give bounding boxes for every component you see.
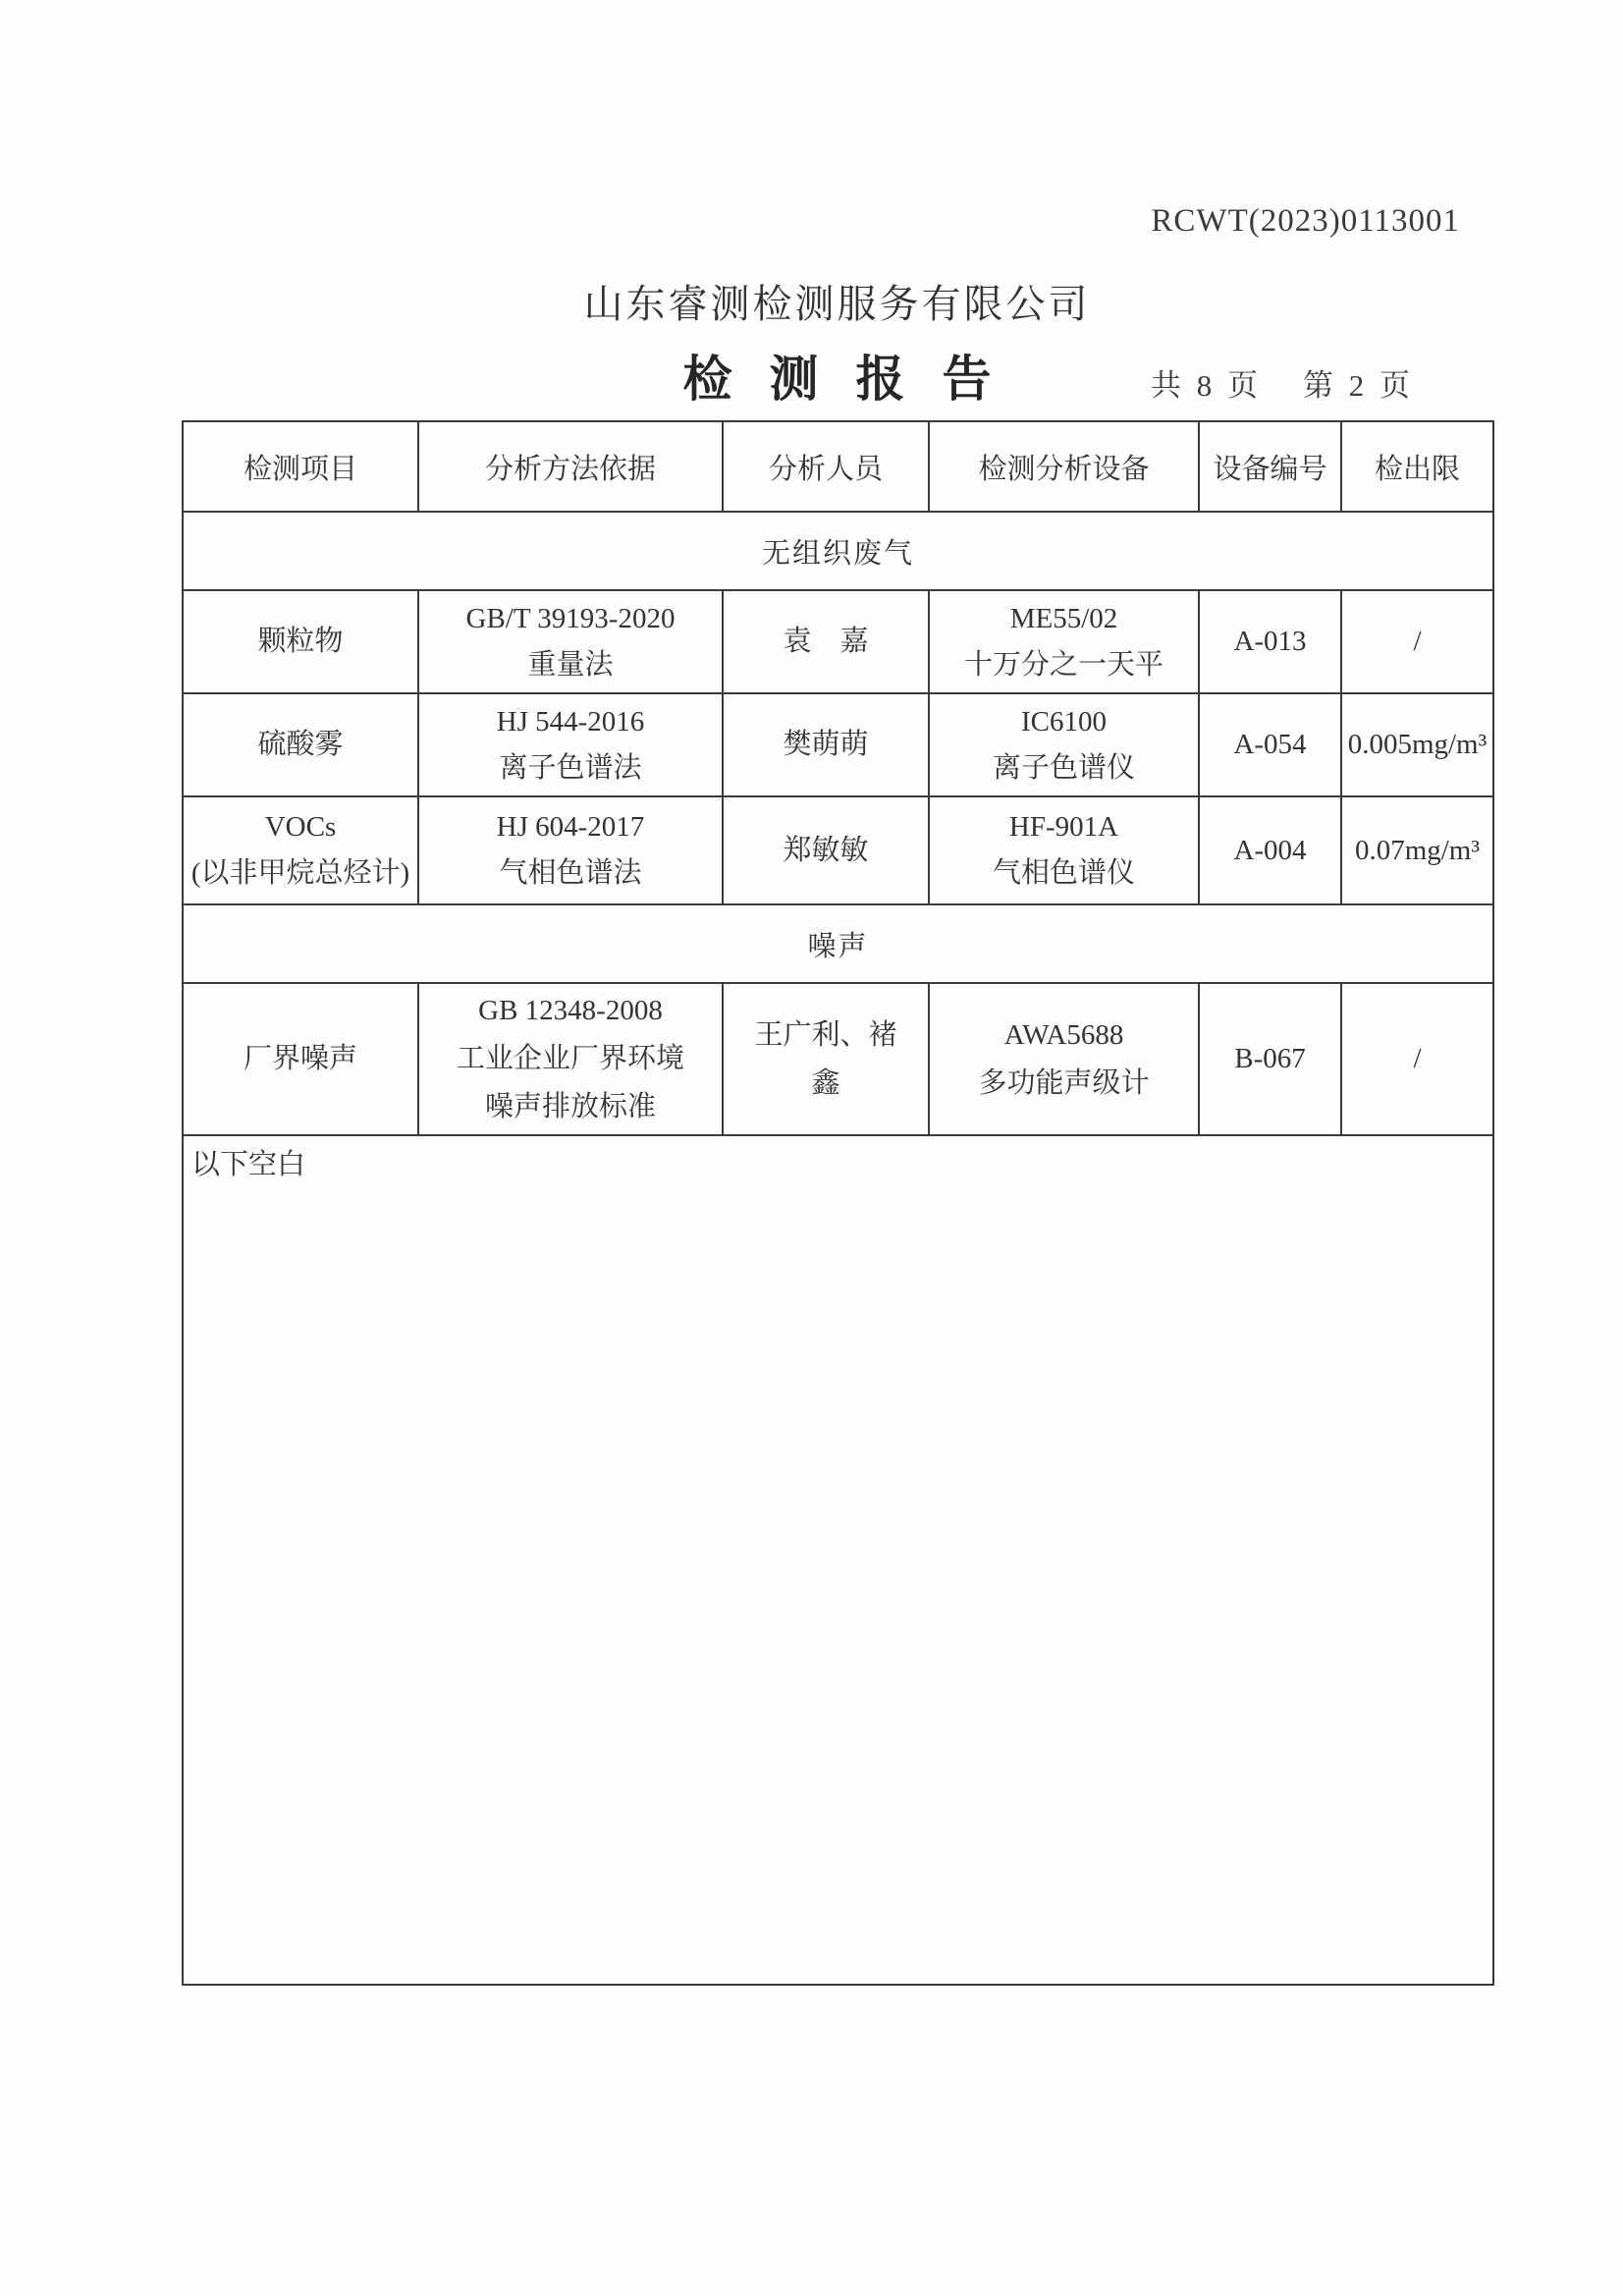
cell-method [418,693,723,796]
detection-limit-text: / [1413,1043,1422,1074]
cell-analyst [723,983,929,1135]
cell-analyst [723,693,929,796]
analyst-name: 王广利、褚 鑫 [754,1018,926,1099]
report-title: 检测报告 [682,352,1029,407]
page-current: 第 2 页 [1303,368,1414,403]
cell-device [929,983,1199,1135]
device-model: HF-901A [1008,811,1119,843]
device-name: 十万分之一天平 [963,648,1163,681]
analyst-name: 樊萌萌 [783,729,869,760]
pagination [1151,360,1414,405]
device-name: 多功能声级计 [978,1066,1150,1099]
report-number: RCWT(2023)0113001 [1151,203,1460,239]
section-label-gas: 无组织废气 [183,512,1493,590]
cell-detection-limit [1341,590,1493,693]
cell-device-no [1199,796,1341,904]
method-name2: 噪声排放标准 [484,1091,656,1122]
header-analyst: 分析人员 [723,421,929,512]
cell-analyst [723,590,929,693]
method-name: 离子色谱法 [499,751,642,784]
section-row-noise [183,904,1493,983]
section-row-gas [183,512,1493,590]
test-item-text: VOCs [264,811,337,843]
test-item-subtext: (以非甲烷总烃计) [190,857,410,889]
device-no-text: A-054 [1233,729,1307,760]
table-header-row [183,421,1493,512]
device-model: ME55/02 [1009,602,1118,634]
analyst-name: 袁 嘉 [783,626,869,657]
cell-detection-limit [1341,796,1493,904]
device-model: IC6100 [1021,705,1107,738]
cell-device-no [1199,983,1341,1135]
detection-limit-text: 0.005mg/m³ [1347,729,1488,760]
company-name: 山东睿测检测服务有限公司 [583,282,1091,326]
cell-device-no [1199,693,1341,796]
table-row [183,693,1493,796]
cell-device [929,590,1199,693]
device-name: 气相色谱仪 [992,857,1135,889]
method-standard: HJ 604-2017 [496,811,645,843]
blank-below-note: 以下空白 [183,1135,1493,1985]
header-detection-limit: 检出限 [1341,421,1493,512]
cell-method [418,796,723,904]
header-device-no: 设备编号 [1199,421,1341,512]
device-no-text: B-067 [1234,1043,1306,1074]
detection-limit-text: 0.07mg/m³ [1354,834,1481,866]
section-label-noise: 噪声 [183,904,1493,983]
table-row [183,796,1493,904]
cell-device-no [1199,590,1341,693]
cell-method [418,590,723,693]
method-standard: GB/T 39193-2020 [465,602,676,634]
cell-device [929,796,1199,904]
title-row [182,340,1492,409]
cell-device [929,693,1199,796]
test-item-text: 厂界噪声 [243,1043,357,1074]
header-test-item: 检测项目 [183,421,418,512]
header-method-basis: 分析方法依据 [418,421,723,512]
cell-test-item [183,590,418,693]
method-standard: HJ 544-2016 [496,705,645,738]
table-row [183,590,1493,693]
method-name: 重量法 [527,648,614,681]
method-name: 气相色谱法 [499,857,642,889]
cell-analyst [723,796,929,904]
device-name: 离子色谱仪 [992,751,1135,784]
test-report-table [182,420,1494,1986]
cell-test-item [183,796,418,904]
header-analysis-device: 检测分析设备 [929,421,1199,512]
table-footer-row [183,1135,1493,1985]
table-row [183,983,1493,1135]
analyst-name: 郑敏敏 [783,834,869,866]
method-name: 工业企业厂界环境 [456,1043,684,1074]
test-item-text: 颗粒物 [257,626,344,657]
test-item-text: 硫酸雾 [257,729,344,760]
page-total: 共 8 页 [1151,368,1262,403]
device-no-text: A-004 [1233,834,1307,866]
method-standard: GB 12348-2008 [478,995,663,1026]
cell-detection-limit [1341,983,1493,1135]
device-model: AWA5688 [1003,1018,1124,1051]
cell-test-item [183,693,418,796]
cell-detection-limit [1341,693,1493,796]
cell-method [418,983,723,1135]
detection-limit-text: / [1413,626,1422,657]
cell-test-item [183,983,418,1135]
device-no-text: A-013 [1233,626,1307,657]
